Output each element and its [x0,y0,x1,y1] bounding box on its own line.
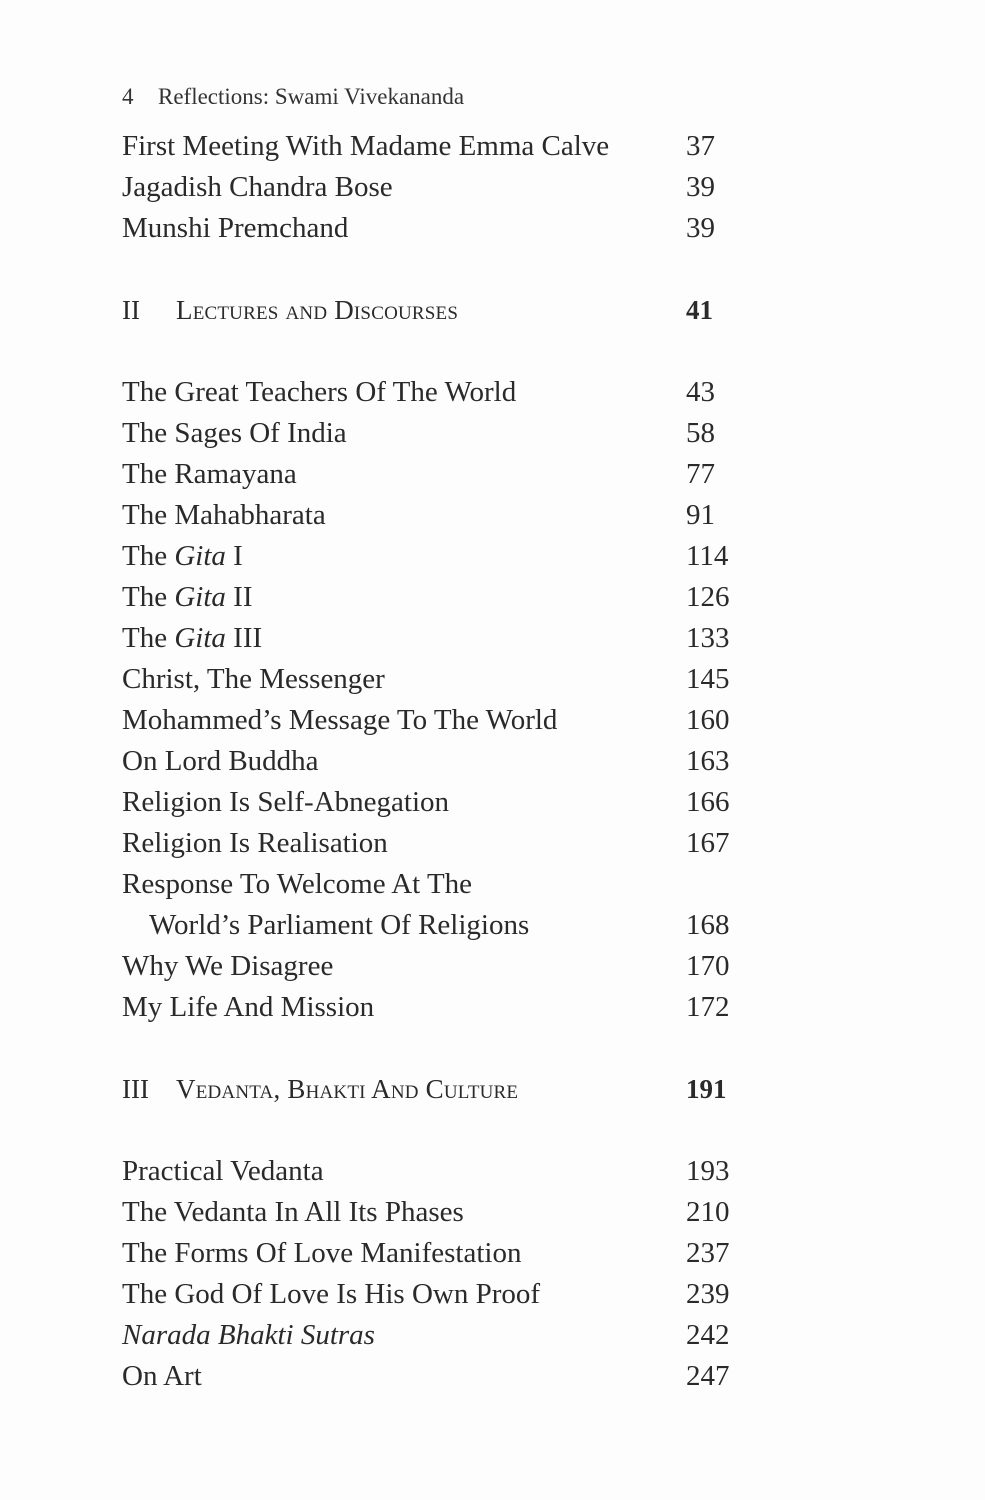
toc-entry-page: 58 [686,417,715,449]
toc-entry-line1 [122,864,742,905]
toc-entry [122,1233,742,1274]
toc-entry-page: 210 [686,1196,730,1228]
toc-entry-title: The Vedanta In All Its Phases [122,1196,464,1228]
toc-entry-page: 160 [686,704,730,736]
toc-entry-title: The Gita III [122,622,263,654]
toc-entry [122,659,742,700]
section-heading [122,290,742,331]
toc-entry [122,372,742,413]
toc-entry-title: The Mahabharata [122,499,326,531]
toc-entry-page: 114 [686,540,729,572]
toc-entry-page: 43 [686,376,715,408]
section-numeral: III [122,1074,149,1104]
toc-entry-title: Munshi Premchand [122,212,349,244]
running-head [122,82,464,112]
toc-entry-line2 [122,905,742,946]
section-page: 191 [686,1074,727,1104]
toc-entry [122,1274,742,1315]
book-title: Reflections: Swami Vivekananda [158,84,465,109]
toc-entry [122,700,742,741]
toc-entry-page: 237 [686,1237,730,1269]
toc-entry-page: 163 [686,745,730,777]
table-of-contents [122,126,742,1397]
toc-entry-title: Practical Vedanta [122,1155,324,1187]
toc-entry-title: Why We Disagree [122,950,334,982]
toc-entry-page: 239 [686,1278,730,1310]
toc-entry-title: The Sages Of India [122,417,347,449]
toc-entry-page: 91 [686,499,715,531]
page-number: 4 [122,84,134,109]
toc-entry [122,536,742,577]
toc-entry-page: 170 [686,950,730,982]
toc-entry [122,577,742,618]
section-page: 41 [686,295,713,325]
toc-entry [122,1151,742,1192]
toc-entry-page: 166 [686,786,730,818]
toc-entry [122,782,742,823]
toc-entry [122,987,742,1028]
toc-entry [122,618,742,659]
toc-entry-page: 168 [686,909,730,941]
toc-entry-title: Christ, The Messenger [122,663,385,695]
toc-entry-title: The Gita II [122,581,253,613]
toc-entry-title: First Meeting With Madame Emma Calve [122,130,610,162]
toc-entry-page: 133 [686,622,730,654]
toc-entry-title: Narada Bhakti Sutras [122,1319,375,1351]
toc-entry-page: 37 [686,130,715,162]
toc-entry-page: 126 [686,581,730,613]
toc-entry [122,167,742,208]
section-heading [122,1069,742,1110]
section-title: Lectures and Discourses [176,295,459,325]
toc-entry [122,208,742,249]
section-title: Vedanta, Bhakti And Culture [176,1074,519,1104]
toc-entry-title: The God Of Love Is His Own Proof [122,1278,541,1310]
toc-entry-title: Religion Is Self-Abnegation [122,786,450,818]
toc-entry-title: Mohammed’s Message To The World [122,704,558,736]
toc-entry-title: The Gita I [122,540,243,572]
toc-entry-title: Jagadish Chandra Bose [122,171,393,203]
toc-entry [122,741,742,782]
toc-entry [122,1192,742,1233]
toc-entry-page: 39 [686,212,715,244]
toc-entry-page: 172 [686,991,730,1023]
toc-entry-title: The Ramayana [122,458,297,490]
toc-entry-title: The Great Teachers Of The World [122,376,517,408]
toc-entry-title: The Forms Of Love Manifestation [122,1237,522,1269]
toc-entry-page: 247 [686,1360,730,1392]
toc-entry [122,823,742,864]
toc-entry-title: On Art [122,1360,202,1392]
toc-entry-title: On Lord Buddha [122,745,319,777]
toc-entry-page: 77 [686,458,715,490]
section-numeral: II [122,295,140,325]
toc-entry-title: My Life And Mission [122,991,375,1023]
toc-entry [122,126,742,167]
toc-entry-page: 145 [686,663,730,695]
toc-entry [122,946,742,987]
toc-entry-page: 167 [686,827,730,859]
toc-entry-title: Response To Welcome At The [122,868,473,900]
toc-entry [122,1356,742,1397]
toc-entry-page: 39 [686,171,715,203]
toc-entry-page: 193 [686,1155,730,1187]
toc-entry [122,1315,742,1356]
toc-entry-page: 242 [686,1319,730,1351]
toc-entry [122,413,742,454]
toc-entry-title: Religion Is Realisation [122,827,388,859]
toc-entry-title-continued: World’s Parliament Of Religions [149,909,530,941]
toc-entry [122,454,742,495]
toc-entry [122,495,742,536]
